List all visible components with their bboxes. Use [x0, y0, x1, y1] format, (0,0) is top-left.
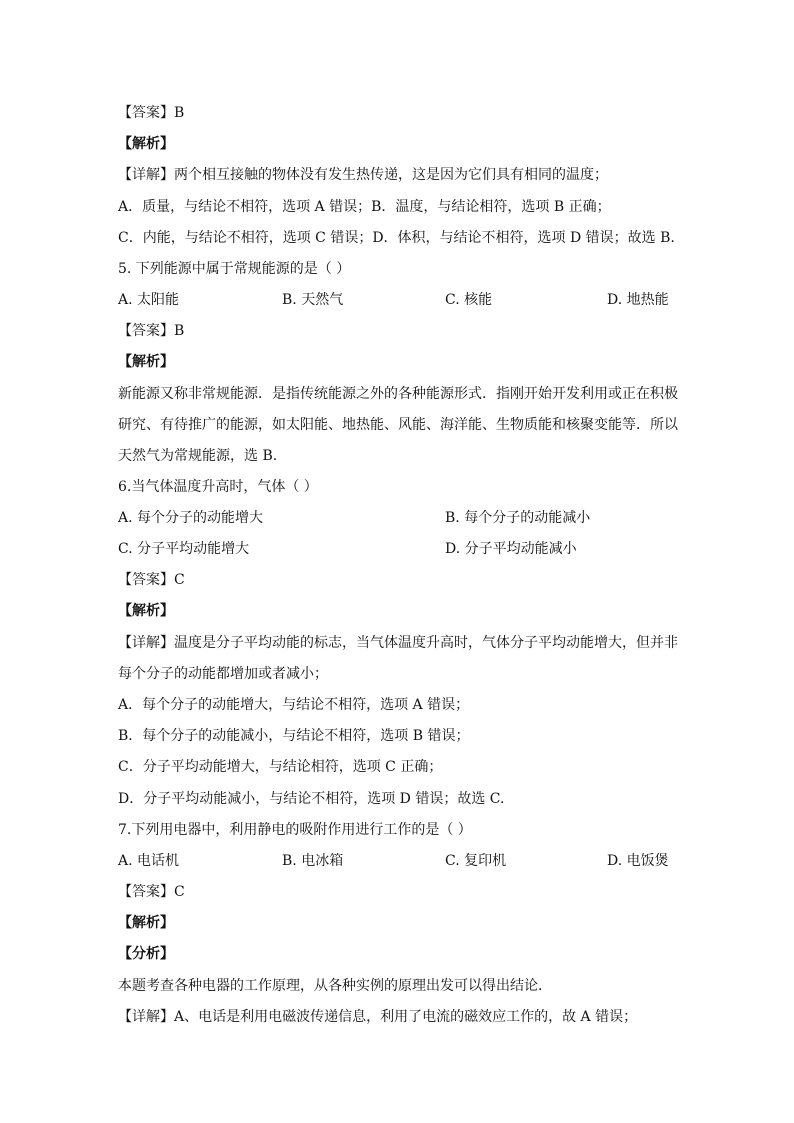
q6-options-row-1	[0, 508, 794, 528]
detail-text: A．每个分子的动能增大，与结论不相符，选项 A 错误；	[118, 697, 470, 713]
option-c: C. 复印机	[445, 853, 507, 869]
question-5: 5. 下列能源中属于常规能源的是（ ）	[118, 261, 351, 277]
option-c: C. 分子平均动能增大	[118, 541, 250, 557]
detail-text: 【详解】A、电话是利用电磁波传递信息，利用了电流的磁效应工作的，故 A 错误；	[118, 1009, 638, 1025]
option-d: D. 分子平均动能减小	[445, 541, 577, 557]
analysis-heading: 【解析】	[118, 354, 174, 370]
detail-text: A．质量，与结论不相符，选项 A 错误；B．温度，与结论相符，选项 B 正确；	[118, 199, 611, 215]
q6-options-row-2	[0, 539, 794, 559]
option-b: B. 天然气	[282, 292, 344, 308]
detail-text: 每个分子的动能都增加或者减小；	[118, 666, 328, 682]
question-7: 7.下列用电器中，利用静电的吸附作用进行工作的是（ ）	[118, 822, 472, 838]
option-b: B. 每个分子的动能减小	[445, 510, 591, 526]
analysis-text: 本题考查各种电器的工作原理，从各种实例的原理出发可以得出结论．	[118, 978, 552, 994]
option-a: A. 每个分子的动能增大	[118, 510, 264, 526]
analysis-subheading: 【分析】	[118, 946, 174, 962]
explanation-text: 研究、有待推广的能源，如太阳能、地热能、风能、海洋能、生物质能和核聚变能等．所以	[118, 417, 678, 433]
q7-options	[0, 851, 794, 871]
option-a: A. 太阳能	[118, 292, 180, 308]
option-d: D. 电饭煲	[607, 853, 669, 869]
answer-label: 【答案】C	[118, 572, 185, 588]
option-c: C. 核能	[445, 292, 493, 308]
detail-text: 【详解】两个相互接触的物体没有发生热传递，这是因为它们具有相同的温度；	[118, 167, 608, 183]
answer-label: 【答案】B	[118, 105, 185, 121]
analysis-heading: 【解析】	[118, 915, 174, 931]
analysis-heading: 【解析】	[118, 603, 174, 619]
answer-label: 【答案】B	[118, 323, 185, 339]
analysis-heading: 【解析】	[118, 136, 174, 152]
option-a: A. 电话机	[118, 853, 180, 869]
option-b: B. 电冰箱	[282, 853, 344, 869]
q5-options	[0, 290, 794, 310]
detail-text: D．分子平均动能减小，与结论不相符，选项 D 错误；故选 C.	[118, 791, 505, 807]
explanation-text: 天然气为常规能源，选 B.	[118, 448, 278, 464]
detail-text: C．分子平均动能增大，与结论相符，选项 C 正确；	[118, 759, 443, 775]
detail-text: C．内能，与结论不相符，选项 C 错误；D．体积，与结论不相符，选项 D 错误；故选 B.	[118, 230, 675, 246]
option-d: D. 地热能	[607, 292, 669, 308]
detail-text: 【详解】温度是分子平均动能的标志，当气体温度升高时，气体分子平均动能增大，但并非	[118, 635, 678, 651]
answer-label: 【答案】C	[118, 884, 185, 900]
question-6: 6.当气体温度升高时，气体（ ）	[118, 479, 318, 495]
explanation-text: 新能源又称非常规能源．是指传统能源之外的各种能源形式．指刚开始开发利用或正在积极	[118, 386, 678, 402]
detail-text: B．每个分子的动能减小，与结论不相符，选项 B 错误；	[118, 728, 470, 744]
